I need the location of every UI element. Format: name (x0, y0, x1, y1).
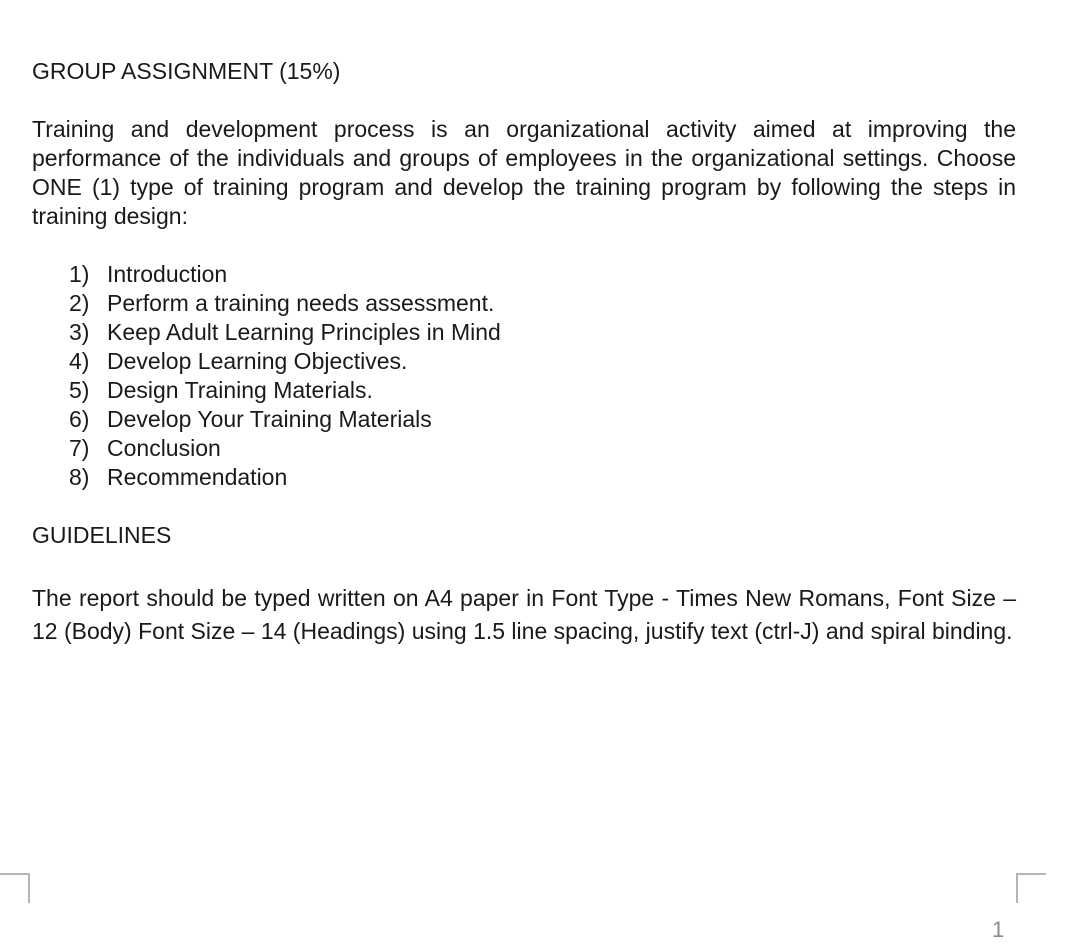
list-item (32, 434, 1016, 463)
list-item-number: 1) (69, 261, 90, 287)
list-item-number: 6) (69, 406, 90, 432)
list-item (32, 405, 1016, 434)
list-item (32, 347, 1016, 376)
list-item-label: Keep Adult Learning Principles in Mind (107, 319, 501, 345)
guidelines-paragraph: The report should be typed written on A4 paper in Font Type - Times New Romans, Font Size – 12 (Body) Font Size – 14 (Headings) using 1.5 line spacing, justify text (ctrl-J) and spiral binding. (32, 585, 1016, 644)
list-item-number: 2) (69, 290, 90, 316)
list-item-label: Introduction (107, 261, 228, 287)
page-number: 1 (992, 917, 1005, 942)
list-item (32, 318, 1016, 347)
right-margin-corner-mark (1016, 873, 1046, 903)
intro-paragraph: Training and development process is an organizational activity aimed at improving the performance of the individuals and groups of employees in the organizational settings. Choose ONE (1) type of training program and develop the training program by following the steps in training design: (32, 116, 1016, 229)
assignment-title: GROUP ASSIGNMENT (15%) (32, 58, 341, 84)
list-item-number: 3) (69, 319, 90, 345)
list-item-label: Design Training Materials. (107, 377, 373, 403)
list-item-label: Conclusion (107, 435, 221, 461)
list-item-label: Recommendation (107, 464, 288, 490)
guidelines-heading: GUIDELINES (32, 522, 172, 548)
training-steps-list (32, 260, 1016, 492)
list-item-label: Perform a training needs assessment. (107, 290, 495, 316)
list-item (32, 260, 1016, 289)
list-item (32, 376, 1016, 405)
list-item (32, 463, 1016, 492)
left-margin-corner-mark (0, 873, 30, 903)
list-item-number: 4) (69, 348, 90, 374)
list-item-label: Develop Learning Objectives. (107, 348, 408, 374)
list-item-number: 8) (69, 464, 90, 490)
list-item (32, 289, 1016, 318)
page-content (32, 56, 1016, 648)
list-item-number: 7) (69, 435, 90, 461)
list-item-number: 5) (69, 377, 90, 403)
list-item-label: Develop Your Training Materials (107, 406, 432, 432)
